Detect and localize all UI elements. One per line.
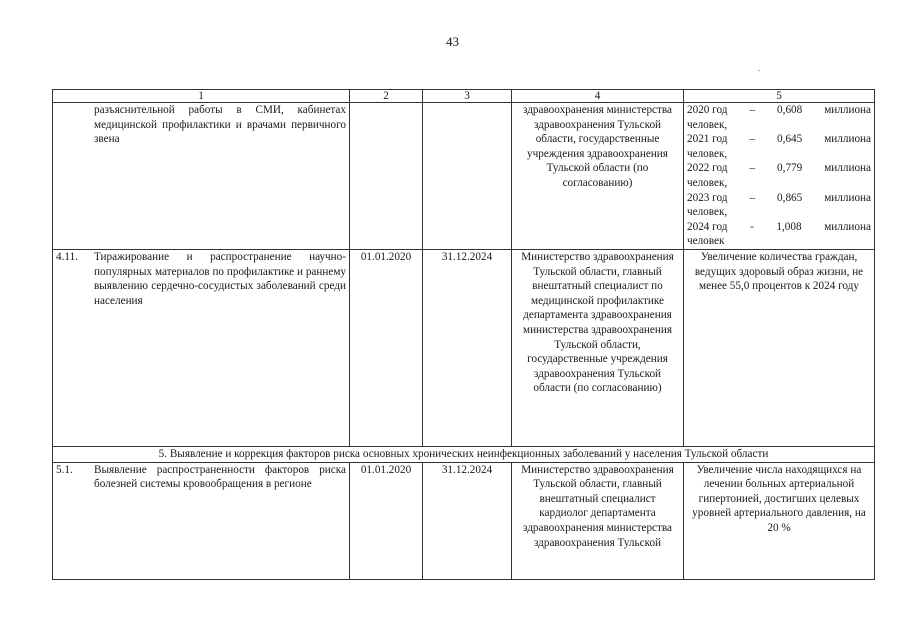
header-col-3: 3 xyxy=(423,90,512,103)
header-col-4: 4 xyxy=(512,90,684,103)
result-value: 1,008 xyxy=(776,220,802,233)
table-row xyxy=(53,249,875,446)
result-dash: – xyxy=(749,104,756,116)
result-cell xyxy=(684,103,875,250)
result-year: 2023 год xyxy=(687,191,728,204)
result-year: 2024 год xyxy=(687,220,728,233)
result-value: 0,779 xyxy=(777,162,803,175)
measures-table xyxy=(52,89,875,580)
start-date xyxy=(350,103,423,250)
table-row xyxy=(53,462,875,579)
end-date xyxy=(423,103,512,250)
result: Увеличение количества граждан, ведущих здоровый образ жизни, не менее 55,0 процентов к 2024 году xyxy=(684,249,875,446)
result-tail: человек, xyxy=(687,206,728,219)
result-tail: человек, xyxy=(687,176,728,189)
result-dash: – xyxy=(749,162,756,175)
section-heading: 5. Выявление и коррекция факторов риска основных хронических неинфекционных заболеваний у населения Тульской области xyxy=(53,446,875,462)
header-col-1: 1 xyxy=(53,90,350,103)
measure-name: Тиражирование и распространение научно-популярных материалов по профилактике и раннему выявлению сердечно-сосудистых заболеваний среди населения xyxy=(94,250,346,307)
result-dash: – xyxy=(749,133,756,146)
result-unit: миллиона xyxy=(824,220,871,233)
measure-name-cell xyxy=(53,103,350,250)
result-value: 0,608 xyxy=(777,104,803,116)
header-col-2: 2 xyxy=(350,90,423,103)
result-dash: – xyxy=(749,191,756,204)
result-unit: миллиона xyxy=(824,133,871,146)
start-date: 01.01.2020 xyxy=(350,249,423,446)
header-row xyxy=(53,90,875,103)
result-value: 0,645 xyxy=(777,133,803,146)
end-date: 31.12.2024 xyxy=(423,249,512,446)
result-year: 2021 год xyxy=(687,133,728,146)
result-line xyxy=(687,220,871,249)
responsible: Министерство здравоохранения Тульской области, главный внештатный специалист кардиолог департамента здравоохранения министерства здравоохранения Тульской xyxy=(512,462,684,579)
result-tail: человек xyxy=(687,235,725,248)
result: Увеличение числа находящихся на лечении больных артериальной гипертонией, достигших целевых уровней артериального давления, на 20 % xyxy=(684,462,875,579)
header-col-5: 5 xyxy=(684,90,875,103)
result-value: 0,865 xyxy=(777,191,803,204)
section-heading-row xyxy=(53,446,875,462)
result-unit: миллиона xyxy=(824,191,871,204)
measure-number: 5.1. xyxy=(56,463,73,476)
responsible: Министерство здравоохранения Тульской области, главный внештатный специалист по медицинской профилактике департамента здравоохранения министерства здравоохранения Тульской области, государственные учреждения здравоохранения Тульской области (по согласованию) xyxy=(512,249,684,446)
measure-number: 4.11. xyxy=(56,250,78,263)
result-dash: - xyxy=(750,220,754,233)
result-tail: человек, xyxy=(687,147,728,160)
page-number: 43 xyxy=(446,34,459,49)
result-tail: человек, xyxy=(687,118,728,131)
result-line xyxy=(687,132,871,161)
start-date: 01.01.2020 xyxy=(350,462,423,579)
scan-dot: . xyxy=(758,64,760,73)
measure-name-cell xyxy=(53,249,350,446)
result-line xyxy=(687,161,871,190)
measure-name: Выявление распространенности факторов риска болезней системы кровообращения в регионе xyxy=(94,463,346,491)
measure-name-cell xyxy=(53,462,350,579)
result-line xyxy=(687,191,871,220)
measure-name: разъяснительной работы в СМИ, кабинетах медицинской профилактики и врачами первичного звена xyxy=(94,104,346,146)
measures-table-wrapper xyxy=(52,89,874,580)
result-unit: миллиона xyxy=(824,104,871,116)
measure-number xyxy=(56,103,94,147)
result-year: 2020 год xyxy=(687,104,728,116)
result-unit: миллиона xyxy=(824,162,871,175)
result-year: 2022 год xyxy=(687,162,728,175)
responsible: здравоохранения министерства здравоохранения Тульской области, государственные учреждения здравоохранения Тульской области (по согласованию) xyxy=(512,103,684,250)
end-date: 31.12.2024 xyxy=(423,462,512,579)
table-row xyxy=(53,103,875,250)
result-line xyxy=(687,103,871,132)
